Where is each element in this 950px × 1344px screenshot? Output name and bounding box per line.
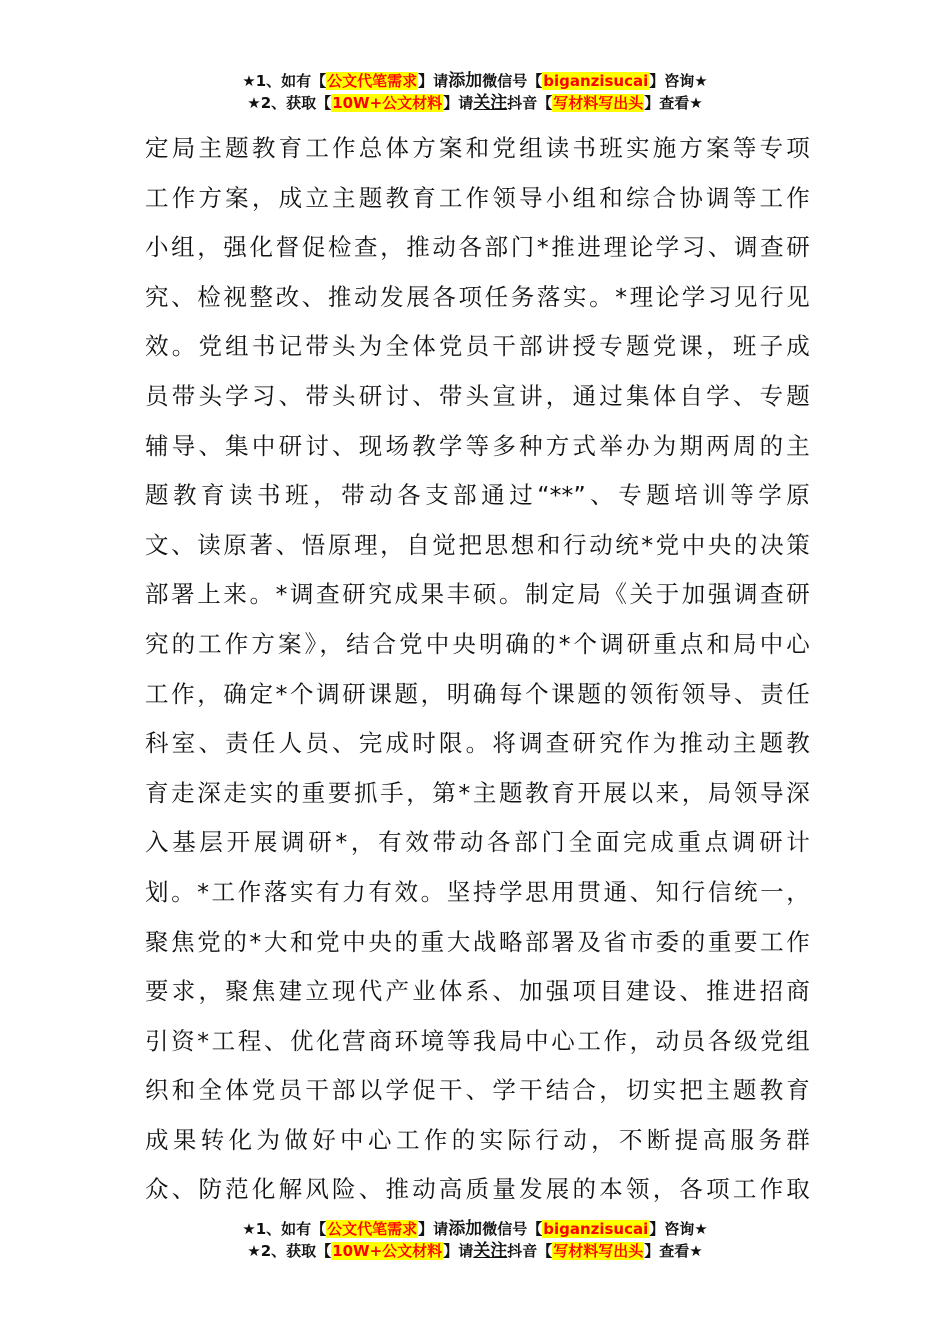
body-line: 定局主题教育工作总体方案和党组读书班实施方案等专项 (145, 134, 810, 162)
banner-text: 添加 (448, 1219, 483, 1239)
document-body (145, 124, 810, 1215)
banner-suffix: 】查看★ (644, 1242, 703, 1260)
body-line: 小组，强化督促检查，推动各部门*推进理论学习、调查研 (145, 233, 810, 262)
banner-text: 微信号【 (482, 1220, 543, 1238)
footer-banner-line-1 (0, 1218, 950, 1240)
banner-prefix: ★2、获取【 (247, 1242, 332, 1260)
body-line: 众、防范化解风险、推动高质量发展的本领，各项工作取 (145, 1175, 810, 1204)
banner-text: 关注 (473, 93, 508, 113)
body-line: 划。*工作落实有力有效。坚持学思用贯通、知行信统一， (145, 877, 810, 906)
banner-suffix: 】查看★ (644, 94, 703, 112)
banner-highlight: biganzisucai (543, 1220, 649, 1238)
body-line: 成果转化为做好中心工作的实际行动，不断提高服务群 (145, 1125, 810, 1154)
banner-prefix: ★1、如有【 (242, 1220, 327, 1238)
banner-text: 添加 (448, 71, 483, 91)
body-line: 究的工作方案》，结合党中央明确的*个调研重点和局中心 (145, 629, 810, 658)
banner-highlight: 写材料写出头 (553, 94, 644, 112)
banner-text: 】请 (418, 72, 449, 90)
header-banner (0, 70, 950, 114)
banner-suffix: 】咨询★ (649, 72, 708, 90)
banner-highlight: 公文代笔需求 (327, 1220, 418, 1238)
body-line: 科室、责任人员、完成时限。将调查研究作为推动主题教 (145, 729, 810, 758)
body-line: 效。党组书记带头为全体党员干部讲授专题党课，班子成 (145, 332, 810, 361)
body-line: 辅导、集中研讨、现场教学等多种方式举办为期两周的主 (145, 431, 810, 460)
banner-suffix: 】咨询★ (649, 1220, 708, 1238)
body-line: 引资*工程、优化营商环境等我局中心工作，动员各级党组 (145, 1026, 810, 1055)
banner-text: 】请 (418, 1220, 449, 1238)
banner-prefix: ★1、如有【 (242, 72, 327, 90)
header-banner-line-2 (0, 92, 950, 114)
banner-text: 】请 (443, 94, 474, 112)
banner-highlight: 公文代笔需求 (327, 72, 418, 90)
banner-text: 抖音【 (507, 1242, 553, 1260)
banner-text: 】请 (443, 1242, 474, 1260)
banner-highlight: 写材料写出头 (553, 1242, 644, 1260)
body-line: 育走深走实的重要抓手，第*主题教育开展以来，局领导深 (145, 778, 810, 807)
banner-highlight: 10W+公文材料 (332, 1242, 443, 1260)
body-line: 员带头学习、带头研讨、带头宣讲，通过集体自学、专题 (145, 381, 810, 410)
body-line: 聚焦党的*大和党中央的重大战略部署及省市委的重要工作 (145, 927, 810, 956)
body-line: 部署上来。*调查研究成果丰硕。制定局《关于加强调查研 (145, 580, 810, 609)
body-line: 工作，确定*个调研课题，明确每个课题的领衔领导、责任 (145, 679, 810, 708)
footer-banner (0, 1218, 950, 1262)
body-line: 究、检视整改、推动发展各项任务落实。*理论学习见行见 (145, 282, 810, 311)
body-line: 文、读原著、悟原理，自觉把思想和行动统*党中央的决策 (145, 530, 810, 559)
banner-text: 关注 (473, 1241, 508, 1261)
body-line: 入基层开展调研*，有效带动各部门全面完成重点调研计 (145, 828, 810, 857)
banner-prefix: ★2、获取【 (247, 94, 332, 112)
banner-text: 抖音【 (507, 94, 553, 112)
body-line: 要求，聚焦建立现代产业体系、加强项目建设、推进招商 (145, 977, 810, 1006)
body-line: 织和全体党员干部以学促干、学干结合，切实把主题教育 (145, 1076, 810, 1105)
body-line: 题教育读书班，带动各支部通过“**”、专题培训等学原 (145, 481, 810, 510)
banner-highlight: biganzisucai (543, 72, 649, 90)
banner-highlight: 10W+公文材料 (332, 94, 443, 112)
banner-text: 微信号【 (482, 72, 543, 90)
header-banner-line-1 (0, 70, 950, 92)
footer-banner-line-2 (0, 1240, 950, 1262)
body-line: 工作方案，成立主题教育工作领导小组和综合协调等工作 (145, 183, 810, 212)
